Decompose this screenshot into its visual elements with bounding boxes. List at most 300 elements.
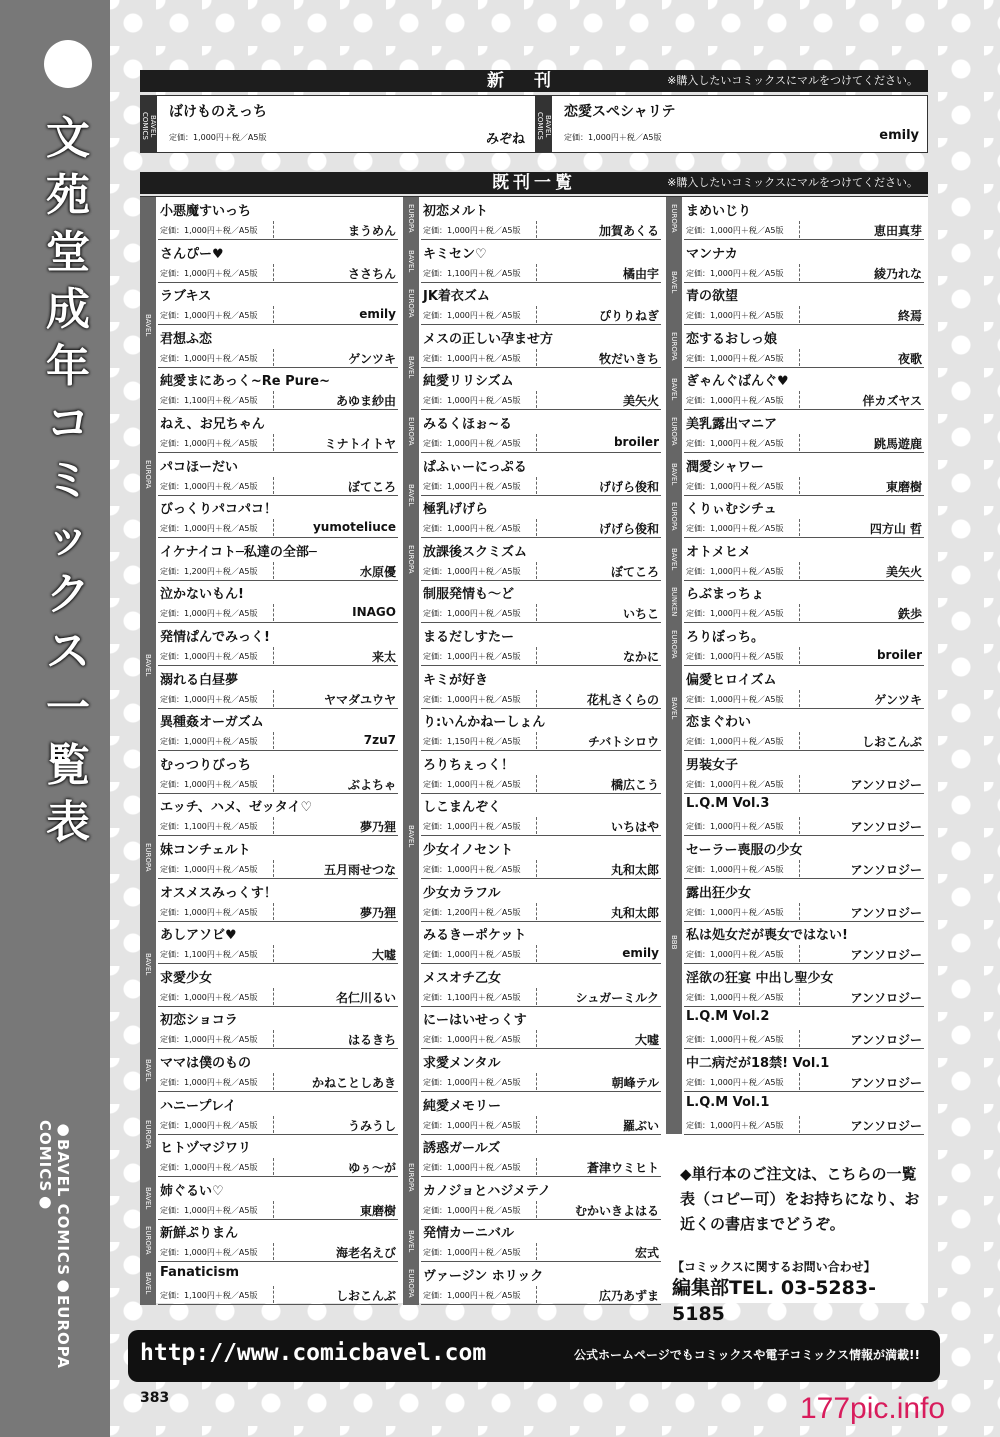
item-author: 跳馬遊鹿: [873, 437, 922, 451]
separator: [799, 519, 800, 536]
item-title: L.Q.M Vol.3: [686, 796, 770, 812]
item-author: emily: [622, 946, 659, 961]
item-price: 定価：1,000円＋税／A5版: [160, 481, 258, 491]
new-header-title: 新刊: [487, 71, 581, 91]
contact-label: 【コミックスに関するお問い合わせ】: [672, 1260, 876, 1274]
list-item[interactable]: [684, 197, 924, 240]
item-price: 定価：1,000円＋税／A5版: [686, 524, 784, 534]
item-author: はるきち: [347, 1033, 396, 1048]
separator: [799, 477, 800, 494]
list-item[interactable]: [684, 708, 924, 751]
item-author: ささちん: [347, 266, 396, 281]
item-price: 定価：1,150円＋税／A5版: [423, 737, 521, 747]
separator: [536, 1201, 537, 1218]
imprint-strip: EUROPA: [140, 453, 156, 496]
item-author: かねことしあき: [311, 1076, 396, 1090]
separator: [536, 817, 537, 834]
item-price: 定価：1,000円＋税／A5版: [423, 950, 521, 960]
item-price: 定価：1,000円＋税／A5版: [423, 1035, 521, 1045]
imprint-strip: EUROPA: [666, 623, 682, 666]
imprint-strip: EUROPA: [403, 410, 419, 453]
separator: [799, 221, 800, 238]
list-item[interactable]: [158, 1049, 398, 1092]
imprint-strip: EUROPA: [140, 1219, 156, 1262]
item-author: 水原優: [359, 564, 396, 579]
list-item[interactable]: [158, 367, 398, 410]
item-title: 君想ふ恋: [160, 331, 213, 347]
item-price: 定価：1,000円＋税／A5版: [686, 1078, 784, 1087]
item-price: 定価：1,000円＋税／A5版: [160, 311, 258, 321]
item-price: 定価：1,000円＋税／A5版: [686, 950, 784, 960]
list-item[interactable]: [421, 1049, 661, 1092]
item-price: 定価：1,000円＋税／A5版: [686, 268, 784, 278]
list-item[interactable]: [684, 282, 924, 325]
item-author: 美矢火: [885, 564, 922, 579]
item-author: しおこんぶ: [335, 1289, 396, 1303]
imprint-strip: BBB: [666, 751, 682, 1134]
item-author: アンソロジー: [850, 863, 922, 877]
item-price: 定価：1,100円＋税／A5版: [160, 950, 258, 960]
list-item[interactable]: [421, 1262, 661, 1305]
item-price: 定価：1,000円＋税／A5版: [686, 1120, 784, 1130]
item-author: 丸和太郎: [610, 905, 659, 920]
list-item[interactable]: [158, 964, 398, 1007]
list-item[interactable]: [158, 751, 398, 794]
sidebar-subtitle: ●BAVEL COMICS●EUROPA COMICS●: [36, 1120, 72, 1369]
item-price: 定価：1,100円＋税／A5版: [160, 1291, 258, 1300]
separator: [799, 306, 800, 323]
item-price: 定価：1,100円＋税／A5版: [160, 822, 258, 832]
item-author: 花札さくらの: [586, 692, 659, 707]
item-title: らぶまっちょ: [686, 587, 765, 603]
separator: [799, 860, 800, 877]
item-price: 定価：1,000円＋税／A5版: [160, 1205, 258, 1215]
separator: [799, 604, 800, 621]
new-item-title: ばけものえっち: [169, 104, 267, 120]
bullet-circle-icon: [44, 40, 92, 88]
list-item[interactable]: [684, 240, 924, 283]
list-item[interactable]: [158, 623, 398, 666]
item-title: Fanaticism: [160, 1265, 240, 1280]
imprint-strip: BAVEL: [666, 453, 682, 496]
imprint-strip: EUROPA: [666, 495, 682, 538]
separator: [536, 903, 537, 920]
imprint-strip: BAVEL: [140, 879, 156, 1049]
list-item[interactable]: [158, 197, 398, 240]
item-author: げげら俊和: [598, 479, 659, 494]
list-item[interactable]: [684, 666, 924, 709]
list-item[interactable]: [684, 921, 924, 964]
item-author: ぴりりねぎ: [598, 309, 659, 324]
separator: [799, 775, 800, 792]
item-title: 偏愛ヒロイズム: [686, 672, 777, 688]
list-item[interactable]: [421, 580, 661, 623]
separator: [536, 860, 537, 877]
item-title: 求愛少女: [160, 970, 213, 986]
item-author: しおこんぶ: [861, 735, 922, 750]
item-title: 異種姦オーガズム: [160, 715, 264, 731]
item-price: 定価：1,000円＋税／A5版: [686, 694, 784, 704]
imprint-strip: BAVEL: [140, 495, 156, 836]
item-author: 朝峰テル: [611, 1076, 659, 1090]
separator: [536, 732, 537, 749]
separator: [799, 945, 800, 962]
item-price: 定価：1,000円＋税／A5版: [423, 1205, 521, 1215]
list-item[interactable]: [421, 240, 661, 283]
item-title: ラブキス: [160, 289, 212, 305]
list-item[interactable]: [684, 325, 924, 368]
imprint-strip: BAVEL: [140, 1049, 156, 1092]
list-header: [140, 172, 928, 194]
item-author: 東磨樹: [359, 1203, 396, 1218]
imprint-strip: BAVEL: [140, 1262, 156, 1305]
list-item[interactable]: [421, 495, 661, 538]
item-price: 定価：1,000円＋税／A5版: [686, 737, 784, 747]
item-author: ヤマダユウヤ: [323, 692, 396, 707]
item-title: パコほーだい: [160, 459, 239, 475]
imprint-strip: EUROPA: [403, 538, 419, 581]
item-price: 定価：1,000円＋税／A5版: [686, 652, 784, 661]
separator: [536, 1243, 537, 1260]
separator: [799, 264, 800, 281]
list-item[interactable]: [158, 240, 398, 283]
footer-bar: [128, 1330, 940, 1382]
list-item[interactable]: [158, 495, 398, 538]
item-price: 定価：1,000円＋税／A5版: [423, 1078, 521, 1087]
item-price: 定価：1,000円＋税／A5版: [423, 1291, 521, 1300]
item-price: 定価：1,000円＋税／A5版: [160, 865, 258, 874]
separator: [273, 1243, 274, 1260]
list-item[interactable]: [421, 1177, 661, 1220]
item-author: 鉄歩: [897, 607, 922, 622]
separator: [273, 732, 274, 749]
new-header-note: ※購入したいコミックスにマルをつけてください。: [667, 74, 918, 87]
item-price: 定価：1,100円＋税／A5版: [160, 396, 258, 406]
item-price: 定価：1,000円＋税／A5版: [423, 779, 521, 789]
list-item[interactable]: [158, 282, 398, 325]
list-item[interactable]: [684, 1006, 924, 1049]
separator: [273, 690, 274, 707]
item-title: むっつりびっち: [160, 757, 252, 773]
item-title: みるくほぉ~る: [423, 417, 512, 432]
item-title: ろりぼっち。: [686, 630, 765, 645]
imprint-strip: EUROPA: [140, 836, 156, 879]
item-title: 少女カラフル: [423, 885, 501, 901]
separator: [536, 604, 537, 621]
list-item[interactable]: [158, 708, 398, 751]
item-title: セーラー喪服の少女: [686, 843, 803, 858]
list-item[interactable]: [684, 538, 924, 581]
item-author: 牧だいきち: [598, 351, 659, 366]
item-price: 定価：1,000円＋税／A5版: [160, 779, 258, 789]
list-item[interactable]: [684, 367, 924, 410]
separator: [536, 519, 537, 536]
item-title: 初恋メルト: [423, 204, 489, 219]
item-price: 定価：1,000円＋税／A5版: [686, 992, 784, 1002]
item-title: まめいじり: [686, 204, 752, 219]
item-author: ゲンツキ: [348, 351, 396, 366]
separator: [273, 434, 274, 451]
item-price: 定価：1,000円＋税／A5版: [686, 226, 784, 235]
item-title: 青の欲望: [686, 289, 739, 305]
item-title: あしアソビ♥: [160, 928, 237, 944]
item-title: オスメスみっくす！: [160, 885, 277, 901]
imprint-strip: BAVEL: [403, 325, 419, 410]
list-item[interactable]: [421, 538, 661, 581]
separator: [799, 434, 800, 451]
item-author: 加賀あくる: [598, 224, 659, 238]
item-price: 定価：1,000円＋税／A5版: [160, 1248, 258, 1258]
separator: [536, 775, 537, 792]
list-column-2: [403, 197, 666, 1304]
list-item[interactable]: [421, 879, 661, 922]
item-price: 定価：1,200円＋税／A5版: [423, 907, 521, 917]
new-item[interactable]: [141, 96, 535, 152]
imprint-strip: EUROPA: [403, 1262, 419, 1305]
separator: [536, 690, 537, 707]
list-item[interactable]: [421, 623, 661, 666]
item-price: 定価：1,000円＋税／A5版: [160, 268, 258, 278]
item-price: 定価：1,100円＋税／A5版: [423, 268, 521, 278]
item-price: 定価：1,000円＋税／A5版: [423, 481, 521, 491]
list-item[interactable]: [421, 708, 661, 751]
item-title: カノジョとハジメテノ: [423, 1183, 551, 1199]
item-author: 東磨樹: [885, 479, 922, 494]
list-item[interactable]: [684, 964, 924, 1007]
item-price: 定価：1,000円＋税／A5版: [423, 865, 521, 874]
list-item[interactable]: [421, 751, 661, 794]
item-author: むかいきよはる: [574, 1203, 659, 1218]
item-price: 定価：1,000円＋税／A5版: [423, 439, 521, 448]
new-item-price: 定価：1,000円＋税／A5版: [564, 133, 662, 142]
separator: [273, 1073, 274, 1090]
list-item[interactable]: [158, 453, 398, 496]
list-item[interactable]: [684, 453, 924, 496]
separator: [536, 221, 537, 238]
list-item[interactable]: [421, 325, 661, 368]
list-item[interactable]: [158, 1219, 398, 1262]
list-item[interactable]: [684, 580, 924, 623]
list-item[interactable]: [158, 1006, 398, 1049]
item-price: 定価：1,000円＋税／A5版: [423, 311, 521, 321]
item-title: り:いんかねーしょん: [423, 715, 546, 731]
item-price: 定価：1,000円＋税／A5版: [686, 907, 784, 917]
item-price: 定価：1,000円＋税／A5版: [686, 353, 784, 363]
item-title: 淫欲の狂宴 中出し聖少女: [686, 970, 834, 986]
item-author: いちこ: [622, 607, 659, 622]
item-title: ぱふぃーにっぷる: [423, 459, 527, 475]
item-title: くりぃむシチュ: [686, 502, 777, 518]
list-item[interactable]: [421, 197, 661, 240]
list-item[interactable]: [158, 1177, 398, 1220]
item-title: ハニープレイ: [160, 1098, 237, 1114]
item-price: 定価：1,000円＋税／A5版: [160, 737, 258, 747]
item-author: アンソロジー: [850, 820, 922, 835]
item-title: 小悪魔すいっち: [160, 204, 252, 219]
item-title: 恋するおしっ娘: [686, 331, 778, 347]
list-item[interactable]: [684, 495, 924, 538]
item-price: 定価：1,000円＋税／A5版: [160, 992, 258, 1002]
list-item[interactable]: [421, 1219, 661, 1262]
item-price: 定価：1,000円＋税／A5版: [686, 609, 784, 619]
new-item-price: 定価：1,000円＋税／A5版: [169, 133, 267, 142]
list-item[interactable]: [421, 410, 661, 453]
item-author: シュガーミルク: [575, 990, 659, 1005]
item-price: 定価：1,000円＋税／A5版: [423, 353, 521, 363]
list-item[interactable]: [684, 1049, 924, 1092]
item-title: ろりちぇっく！: [423, 757, 515, 773]
item-author: ゲンツキ: [874, 692, 922, 707]
item-title: 極乳げげら: [423, 502, 489, 518]
imprint-strip: EUROPA: [666, 410, 682, 453]
separator: [799, 988, 800, 1005]
item-author: 夜歌: [897, 351, 922, 366]
item-title: まるだしすたー: [423, 630, 515, 645]
list-item[interactable]: [684, 623, 924, 666]
contact-tel: 編集部TEL. 03-5283-5185: [672, 1277, 876, 1325]
item-title: びっくりパコパコ！: [160, 502, 278, 518]
list-item[interactable]: [421, 1006, 661, 1049]
list-item[interactable]: [684, 410, 924, 453]
separator: [273, 945, 274, 962]
item-author: 名仁川るい: [335, 990, 396, 1005]
list-item[interactable]: [684, 793, 924, 836]
imprint-strip: EUROPA: [403, 197, 419, 240]
list-item[interactable]: [158, 538, 398, 581]
item-author: ぼてころ: [610, 564, 659, 579]
list-item[interactable]: [421, 964, 661, 1007]
separator: [536, 434, 537, 451]
item-price: 定価：1,000円＋税／A5版: [423, 566, 521, 576]
item-author: INAGO: [352, 605, 396, 620]
item-author: 7zu7: [363, 733, 396, 748]
list-item[interactable]: [158, 410, 398, 453]
imprint-strip: BAVEL: [666, 240, 682, 325]
imprint-strip: EUROPA: [666, 325, 682, 368]
separator: [273, 775, 274, 792]
item-author: yumoteliuce: [312, 520, 396, 535]
list-column-3: [666, 197, 929, 1304]
item-title: ヒトヅマジワリ: [160, 1141, 252, 1157]
separator: [799, 1116, 800, 1133]
imprint-strip: EUROPA: [666, 197, 682, 240]
item-price: 定価：1,000円＋税／A5版: [160, 907, 258, 917]
list-item[interactable]: [158, 793, 398, 836]
separator: [273, 391, 274, 408]
separator: [273, 903, 274, 920]
item-price: 定価：1,000円＋税／A5版: [160, 1078, 258, 1087]
new-item[interactable]: [535, 96, 929, 152]
item-author: 大嘘: [371, 948, 396, 963]
list-item[interactable]: [421, 367, 661, 410]
item-author: 夢乃狸: [359, 820, 396, 835]
item-title: オトメヒメ: [686, 544, 751, 560]
label-badge: BAVEL COMICS: [141, 96, 157, 152]
item-title: ねえ、お兄ちゃん: [160, 417, 265, 432]
item-price: 定価：1,200円＋税／A5版: [160, 566, 258, 576]
list-item[interactable]: [421, 1134, 661, 1177]
item-price: 定価：1,000円＋税／A5版: [160, 652, 258, 661]
item-title: 少女イノセント: [423, 843, 514, 858]
item-title: にーはいせっくす: [423, 1013, 527, 1029]
item-author: アンソロジー: [850, 777, 922, 792]
item-price: 定価：1,000円＋税／A5版: [423, 694, 521, 704]
list-item[interactable]: [421, 921, 661, 964]
item-title: さんぴー♥: [160, 246, 224, 262]
item-title: 妹コンチェルト: [160, 843, 251, 858]
separator: [273, 817, 274, 834]
item-author: ゆぅ～が: [348, 1161, 396, 1176]
item-author: 羅ぶい: [622, 1118, 659, 1133]
list-item[interactable]: [158, 325, 398, 368]
list-item[interactable]: [158, 921, 398, 964]
list-item[interactable]: [158, 1134, 398, 1177]
list-item[interactable]: [421, 836, 661, 879]
list-item[interactable]: [684, 836, 924, 879]
item-title: 純愛まにあっく~Re Pure~: [160, 374, 331, 390]
sidebar-title: 文苑堂成年コミックス一覧表: [46, 113, 90, 848]
separator: [799, 903, 800, 920]
item-title: ママは僕のもの: [160, 1056, 252, 1071]
list-item[interactable]: [421, 793, 661, 836]
separator: [799, 732, 800, 749]
item-author: 来太: [371, 650, 396, 664]
list-item[interactable]: [421, 453, 661, 496]
list-item[interactable]: [158, 836, 398, 879]
separator: [536, 391, 537, 408]
item-price: 定価：1,000円＋税／A5版: [160, 226, 258, 235]
list-item[interactable]: [158, 580, 398, 623]
item-author: なかに: [622, 650, 659, 664]
list-item[interactable]: [421, 282, 661, 325]
item-title: 発情ぱんでみっく!: [160, 630, 270, 645]
imprint-strip: EUROPA: [403, 282, 419, 325]
list-item[interactable]: [684, 1092, 924, 1135]
list-item[interactable]: [684, 751, 924, 794]
item-author: アンソロジー: [850, 1076, 922, 1090]
separator: [536, 477, 537, 494]
list-item[interactable]: [158, 666, 398, 709]
list-item[interactable]: [158, 879, 398, 922]
separator: [273, 477, 274, 494]
item-price: 定価：1,000円＋税／A5版: [686, 481, 784, 491]
list-item[interactable]: [158, 1262, 398, 1305]
imprint-strip: EUROPA: [403, 1092, 419, 1262]
item-title: 初恋ショコラ: [160, 1013, 238, 1029]
list-item[interactable]: [158, 1092, 398, 1135]
item-author: 四方山 哲: [869, 522, 922, 537]
separator: [536, 306, 537, 323]
item-author: 恵田真芽: [873, 224, 922, 238]
list-item[interactable]: [421, 1092, 661, 1135]
list-item[interactable]: [421, 666, 661, 709]
item-price: 定価：1,000円＋税／A5版: [423, 1120, 521, 1130]
imprint-strip: BAVEL: [140, 1177, 156, 1220]
item-price: 定価：1,000円＋税／A5版: [160, 609, 258, 619]
site-url[interactable]: http://www.comicbavel.com: [140, 1340, 487, 1366]
separator: [536, 1073, 537, 1090]
item-title: エッチ、ハメ、ゼッタイ♡: [160, 800, 313, 816]
item-title: 男装女子: [686, 757, 739, 773]
item-title: キミが好き: [423, 672, 489, 688]
list-item[interactable]: [684, 879, 924, 922]
item-price: 定価：1,000円＋税／A5版: [160, 353, 258, 363]
item-title: 誘惑ガールズ: [423, 1141, 501, 1157]
page-number: 383: [140, 1390, 170, 1406]
order-note: ◆単行本のご注文は、こちらの一覧表（コピー可）をお持ちになり、お近くの書店までどうぞ。: [680, 1165, 920, 1233]
separator: [536, 988, 537, 1005]
separator: [799, 349, 800, 366]
